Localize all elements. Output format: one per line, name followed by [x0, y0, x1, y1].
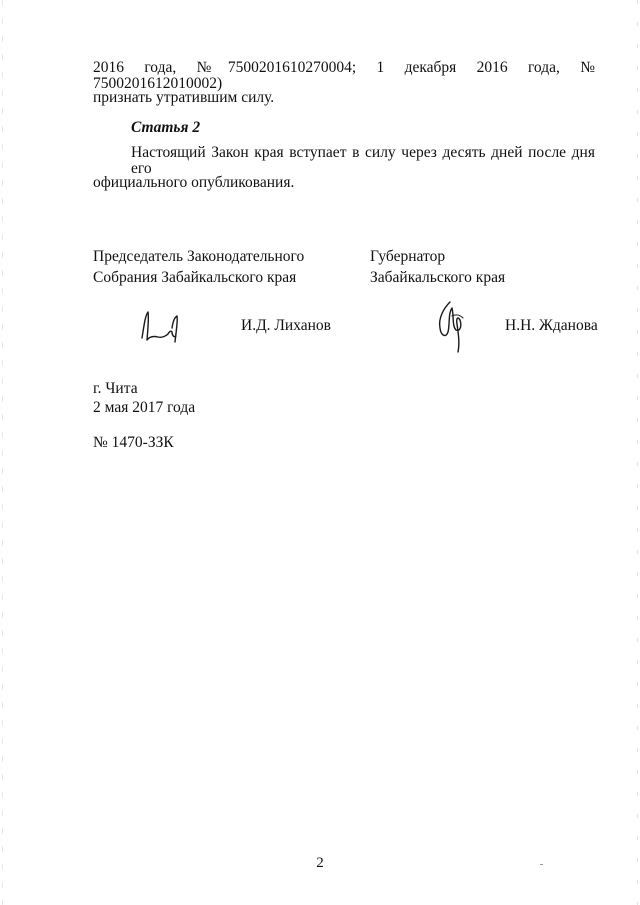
continuation-line-1: 2016 года, №7500201610270004; 1 декабря 2016 года, № 7500201612010002)	[93, 59, 595, 92]
scan-edge-right	[637, 0, 638, 905]
scan-speck	[540, 864, 543, 865]
left-title-line-2: Собрания Забайкальского края	[93, 269, 297, 286]
signing-date: 2 мая 2017 года	[93, 399, 196, 416]
law-number: № 1470-ЗЗК	[93, 434, 174, 451]
city: г. Чита	[93, 380, 138, 397]
right-signatory-name: Н.Н. Жданова	[505, 317, 598, 334]
right-title-line-2: Забайкальского края	[370, 269, 506, 286]
article-text-line-2: официального опубликования.	[93, 174, 295, 191]
right-handwritten-signature	[430, 298, 470, 356]
right-title-line-1: Губернатор	[370, 248, 446, 265]
left-handwritten-signature	[136, 306, 186, 346]
page-number: 2	[316, 855, 324, 871]
continuation-line-2: признать утратившим силу.	[93, 89, 275, 106]
article-text-line-1: Настоящий Закон края вступает в силу через десять дней после дня его	[131, 144, 595, 177]
left-signatory-title	[93, 246, 304, 288]
scan-edge-left	[2, 0, 3, 905]
article-heading: Статья 2	[131, 119, 201, 136]
left-title-line-1: Председатель Законодательного	[93, 248, 305, 265]
right-signatory-title	[370, 246, 505, 288]
left-signatory-name: И.Д. Лиханов	[241, 317, 331, 334]
